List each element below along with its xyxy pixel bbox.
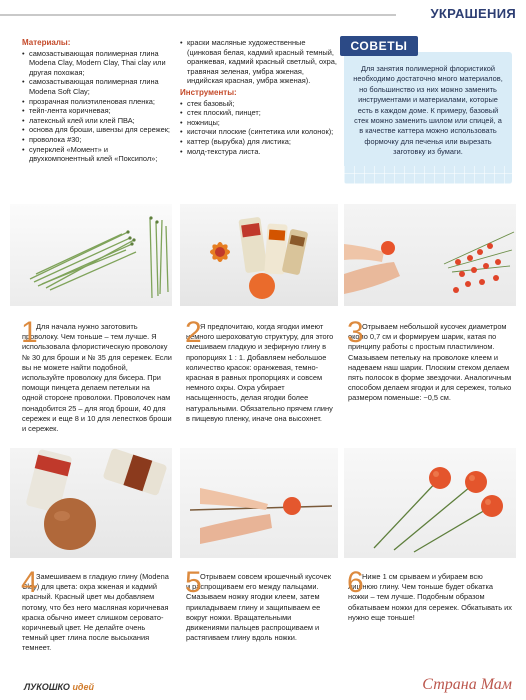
step-number: 3 — [347, 316, 364, 349]
list-item: • самозастывающая полимерная глина Modena Soft Clay; — [22, 77, 172, 96]
materials-title: Материалы: — [22, 38, 71, 47]
magazine-name-accent: идей — [72, 682, 95, 692]
step-text: Отрываем небольшой кусочек диаметром около 0,7 см и формируем шарик, катая по принципу работы с простым пластилином. Смазываем петельку на проволоке клеем и надеваем наш шарик. Плоским стеком делаем пять полосок в форме звездочки. Аналогичным способом делаем ягодки и для сережек, только размером поменьше: ~0,5 см. — [348, 322, 512, 403]
list-item: • стек плоский, пинцет; — [180, 108, 338, 118]
list-item: • кисточки плоские (синтетика или колонок); — [180, 127, 338, 137]
tips-text: Для занятия полимерной флористикой необходимо достаточно много материалов, но большинство из них можно заменить инструментами и материалами, которые есть в каждом доме. К примеру, базовый стек можно заменить шилом или спицей, а в качестве каттера можно использовать формочку для печенья или вырезать заготовку из бумаги. — [353, 64, 503, 157]
step-6 — [347, 566, 514, 623]
step-3-photo — [344, 204, 516, 306]
step-3 — [347, 316, 514, 404]
step-number: 4 — [21, 566, 38, 599]
paints-and-clay-illustration — [180, 204, 338, 306]
brown-clay-illustration — [10, 448, 172, 558]
fingers-berry-illustration — [180, 448, 338, 558]
list-item: • прозрачная полиэтиленовая пленка; — [22, 97, 172, 107]
step-2-photo — [180, 204, 338, 306]
step-2 — [185, 316, 336, 424]
tools-list — [180, 99, 338, 157]
list-item: • суперклей «Момент» и двухкомпонентный клей «Поксипол»; — [22, 145, 172, 164]
section-title: УКРАШЕНИЯ — [430, 6, 516, 21]
step-number: 5 — [185, 566, 202, 599]
step-6-photo — [344, 448, 516, 558]
step-text: Ниже 1 см срываем и убираем всю лишнюю глину. Чем тоньше будет обкатка ножки – тем лучше. Подобным образом обкатываем ножки для сережек. Обкатывать их нужно еще тоньше! — [348, 572, 512, 622]
list-item: • каттер (вырубка) для листика; — [180, 137, 338, 147]
tips-badge: СОВЕТЫ — [340, 36, 418, 56]
step-4 — [21, 566, 172, 654]
list-item: • молд-текстура листа. — [180, 147, 338, 157]
step-number: 1 — [21, 316, 38, 349]
step-text: Замешиваем в гладкую глину (Modena Clay) для цвета: охра жженая и кадмий красный. Красный цвет мы добавляем потому, что без него масляная коричневая краска обычно имеет слишком серовато-коричневый цвет. Не делайте очень темный цвет глина после высыхания темнеет. — [22, 572, 169, 653]
step-1 — [21, 316, 172, 434]
tips-box — [344, 52, 512, 184]
list-item: • тейп-лента коричневая; — [22, 106, 172, 116]
list-item: • латексный клей или клей ПВА; — [22, 116, 172, 126]
list-item: • самозастывающая полимерная глина Modena Clay, Modern Clay, Thai clay или другая похожая; — [22, 49, 172, 78]
materials-block — [22, 38, 172, 164]
materials-continued — [180, 38, 338, 156]
materials-list — [22, 49, 172, 164]
tools-block — [180, 88, 338, 156]
finished-berries-illustration — [344, 448, 516, 558]
header-rule — [0, 14, 396, 16]
step-5-photo — [180, 448, 338, 558]
step-5 — [185, 566, 336, 643]
list-item: • основа для броши, швензы для сережек; — [22, 125, 172, 135]
tips-grid-pattern — [344, 166, 512, 184]
step-text: Я предпочитаю, когда ягодки имеют немного шероховатую структуру, для этого смешиваем гладкую и зефирную глину в пропорциях 1 : 1. Добавляем небольшое количество красок: оранжевая, темно-красная в равных пропорциях и совсем немного охры. Охра убирает насыщенность, делая ягодки более натуральными. Обязательно прячем глину в пищевую пленку, иначе она высохнет. — [186, 322, 334, 423]
berries-on-wire-illustration — [344, 204, 516, 306]
step-number: 2 — [185, 316, 202, 349]
paints-list — [180, 38, 338, 86]
step-4-photo — [10, 448, 172, 558]
step-text: Для начала нужно заготовить проволоку. Чем тоньше – тем лучше. Я использовала флористическую проволоку № 30 для броши и № 35 для сережек. Если вы не можете найти подобной, используйте проволоку для бисера. При помощи пинцета делаем петельки на одной стороне проволоки. Проволочек нам понадобится 25 – для ягод броши, 40 для сережек и еще 8 и 10 для лепестков броши и сережек. — [22, 322, 172, 434]
wire-bundle-illustration — [10, 204, 172, 306]
list-item: • краски масляные художественные (цинковая белая, кадмий красный темный, оранжевая, кадмий красный светлый, охра, травяная зеленая, умбра жженая, индийская красная, умбра жженая). — [180, 38, 338, 86]
list-item: • проволока #30; — [22, 135, 172, 145]
step-number: 6 — [347, 566, 364, 599]
magazine-name: ЛУКОШКО — [24, 682, 70, 692]
list-item: • стек базовый; — [180, 99, 338, 109]
list-item: • ножницы; — [180, 118, 338, 128]
step-text: Отрываем совсем крошечный кусочек и распрощиваем его между пальцами. Смазываем ножку ягодки клеем, затем прикладываем глину и защипываем ее вокруг ножки. Вращательными движениями пальцев распрощиваем и растягиваем глину вдоль ножки. — [186, 572, 331, 643]
magazine-logo — [24, 682, 94, 692]
site-watermark: Страна Мам — [422, 676, 512, 693]
step-1-photo — [10, 204, 172, 306]
tools-title: Инструменты: — [180, 87, 237, 97]
